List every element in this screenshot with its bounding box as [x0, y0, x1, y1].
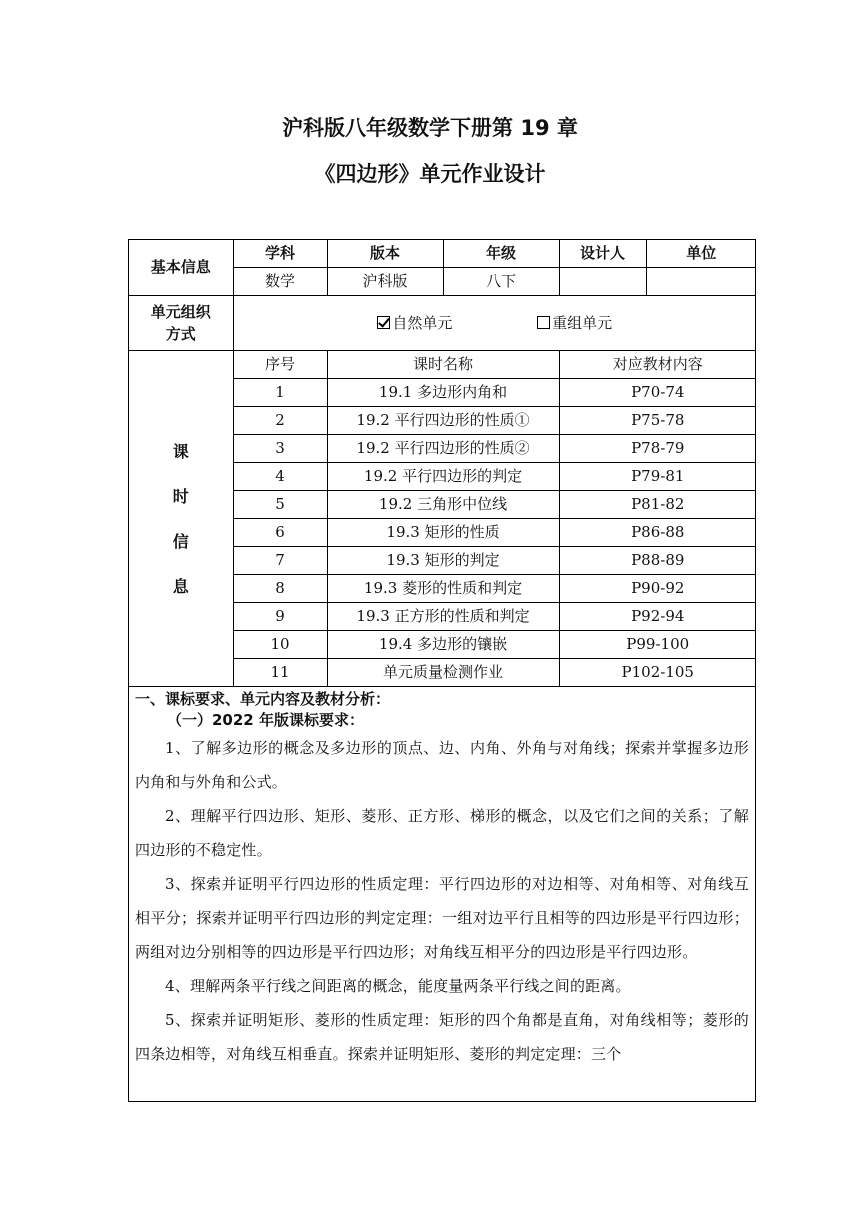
lesson-name: 单元质量检测作业	[327, 659, 559, 687]
lesson-pages: P102-105	[559, 659, 756, 687]
lesson-no: 3	[233, 435, 327, 463]
lesson-name: 19.3 正方形的性质和判定	[327, 603, 559, 631]
unit-org-options	[233, 296, 756, 351]
analysis-heading: 一、课标要求、单元内容及教材分析：	[135, 690, 391, 708]
lesson-name: 19.3 矩形的性质	[327, 519, 559, 547]
lesson-no: 7	[233, 547, 327, 575]
header-subject: 学科	[233, 240, 327, 268]
lesson-no: 9	[233, 603, 327, 631]
unchecked-box-icon[interactable]	[537, 316, 550, 329]
lesson-name: 19.1 多边形内角和	[327, 379, 559, 407]
value-unit	[646, 268, 756, 296]
lesson-header-pages: 对应教材内容	[559, 351, 756, 379]
analysis-paragraph: 5、探索并证明矩形、菱形的性质定理：矩形的四个角都是直角，对角线相等；菱形的四条边相等，对角线互相垂直。探索并证明矩形、菱形的判定定理：三个	[135, 1011, 749, 1063]
lesson-no: 1	[233, 379, 327, 407]
header-grade: 年级	[443, 240, 559, 268]
value-edition: 沪科版	[327, 268, 443, 296]
document-subtitle: 《四边形》单元作业设计	[314, 162, 546, 186]
lesson-name: 19.2 平行四边形的性质②	[327, 435, 559, 463]
lesson-name: 19.4 多边形的镶嵌	[327, 631, 559, 659]
analysis-paragraph: 4、理解两条平行线之间距离的概念，能度量两条平行线之间的距离。	[165, 977, 631, 995]
lesson-pages: P90-92	[559, 575, 756, 603]
option-regroup-unit-label: 重组单元	[552, 314, 613, 332]
analysis-paragraph: 3、探索并证明平行四边形的性质定理：平行四边形的对边相等、对角相等、对角线互相平分；探索并证明平行四边形的判定定理：一组对边平行且相等的四边形是平行四边形；两组对边分别相等的四边形是平行四边形；对角线互相平分的四边形是平行四边形。	[135, 875, 749, 961]
lesson-pages: P81-82	[559, 491, 756, 519]
lesson-header-no: 序号	[233, 351, 327, 379]
lesson-info-label	[129, 351, 233, 687]
value-designer	[559, 268, 646, 296]
basic-info-label: 基本信息	[129, 240, 233, 296]
value-grade: 八下	[443, 268, 559, 296]
header-unit: 单位	[646, 240, 756, 268]
basic-info-header-row	[129, 240, 756, 268]
info-grid	[129, 240, 756, 687]
lesson-pages: P79-81	[559, 463, 756, 491]
header-edition: 版本	[327, 240, 443, 268]
analysis-paragraph: 2、理解平行四边形、矩形、菱形、正方形、梯形的概念，以及它们之间的关系；了解四边形的不稳定性。	[135, 807, 749, 859]
lesson-label-char: 时	[172, 486, 189, 506]
lesson-name: 19.3 菱形的性质和判定	[327, 575, 559, 603]
lesson-no: 2	[233, 407, 327, 435]
option-natural-unit-label: 自然单元	[392, 314, 453, 332]
lesson-no: 4	[233, 463, 327, 491]
header-designer: 设计人	[559, 240, 646, 268]
lesson-pages: P86-88	[559, 519, 756, 547]
lesson-no: 8	[233, 575, 327, 603]
analysis-paragraph: 1、了解多边形的概念及多边形的顶点、边、内角、外角与对角线；探索并掌握多边形内角和与外角和公式。	[135, 739, 749, 791]
lesson-no: 11	[233, 659, 327, 687]
lesson-no: 5	[233, 491, 327, 519]
document-title: 沪科版八年级数学下册第 19 章	[282, 116, 578, 140]
option-natural-unit[interactable]	[377, 296, 452, 350]
lesson-no: 10	[233, 631, 327, 659]
lesson-header-name: 课时名称	[327, 351, 559, 379]
lesson-name: 19.3 矩形的判定	[327, 547, 559, 575]
lesson-name: 19.2 平行四边形的性质①	[327, 407, 559, 435]
value-subject: 数学	[233, 268, 327, 296]
unit-org-row	[129, 296, 756, 351]
analysis-section	[129, 687, 755, 1071]
unit-org-label: 单元组织方式	[129, 296, 233, 351]
lesson-label-char: 课	[172, 441, 189, 461]
lesson-pages: P75-78	[559, 407, 756, 435]
lesson-pages: P70-74	[559, 379, 756, 407]
lesson-label-char: 信	[172, 531, 189, 551]
lesson-label-char: 息	[172, 576, 189, 596]
lesson-pages: P78-79	[559, 435, 756, 463]
lesson-pages: P92-94	[559, 603, 756, 631]
lessons-header-row	[129, 351, 756, 379]
lesson-pages: P99-100	[559, 631, 756, 659]
checked-box-icon[interactable]	[377, 316, 390, 329]
option-regroup-unit[interactable]	[537, 296, 612, 350]
lesson-name: 19.2 三角形中位线	[327, 491, 559, 519]
unit-design-table	[128, 239, 756, 1102]
lesson-no: 6	[233, 519, 327, 547]
analysis-subheading: （一）2022 年版课标要求：	[167, 711, 364, 729]
lesson-name: 19.2 平行四边形的判定	[327, 463, 559, 491]
lesson-pages: P88-89	[559, 547, 756, 575]
